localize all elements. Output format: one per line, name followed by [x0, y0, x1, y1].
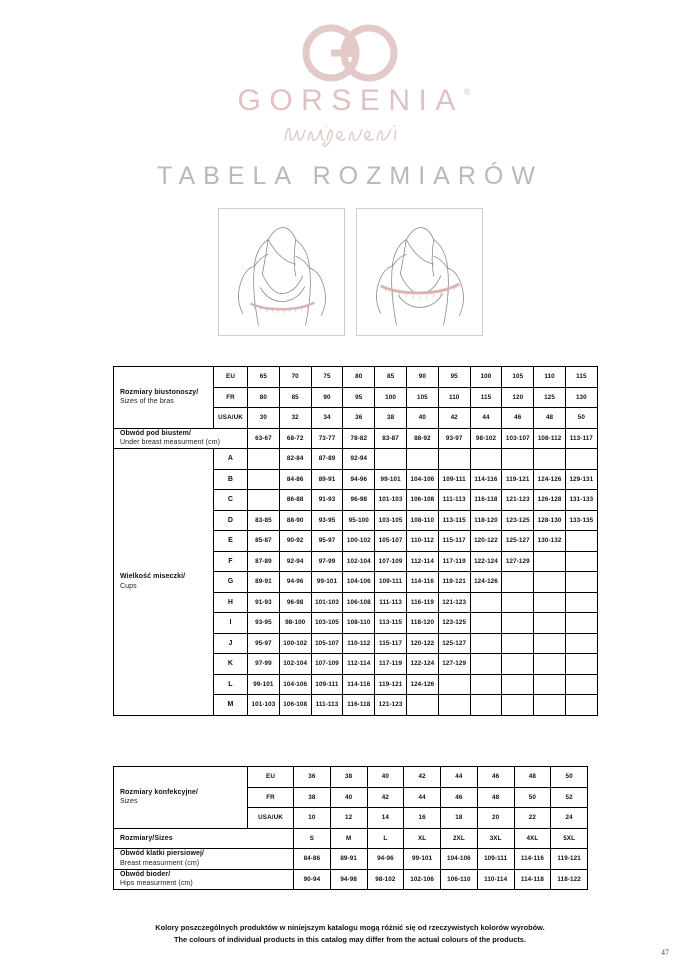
cup-value	[470, 674, 502, 695]
size-value: 65	[248, 367, 280, 388]
letter-size: 2XL	[441, 828, 478, 849]
under-breast-value: 73-77	[311, 428, 343, 449]
size-value: 42	[404, 767, 441, 788]
breast-value: 94-96	[367, 849, 404, 870]
cup-value: 93-95	[311, 510, 343, 531]
hips-value: 110-114	[477, 869, 514, 890]
under-breast-value: 103-107	[502, 428, 534, 449]
cup-value: 123-125	[502, 510, 534, 531]
disclaimer-line-pl: Kolory poszczególnych produktów w niniejszym katalogu mogą różnić się od rzeczywistych kolorów wyrobów.	[155, 923, 545, 932]
cup-letter: M	[214, 695, 248, 716]
cup-value: 112-114	[343, 654, 375, 675]
size-value: 34	[311, 408, 343, 429]
under-breast-value: 63-67	[248, 428, 280, 449]
cup-value: 120-122	[470, 531, 502, 552]
cup-value: 89-91	[248, 572, 280, 593]
size-system-label: USA/UK	[214, 408, 248, 429]
registered-trademark-icon: ®	[463, 87, 471, 97]
breast-value: 114-116	[514, 849, 551, 870]
cup-value	[534, 572, 566, 593]
cup-value: 105-107	[311, 633, 343, 654]
bust-measurement-illustration	[356, 208, 483, 336]
cup-value	[502, 695, 534, 716]
cup-value: 115-117	[438, 531, 470, 552]
size-value: 46	[441, 787, 478, 808]
cup-value	[438, 449, 470, 470]
cup-value	[470, 449, 502, 470]
cup-value	[438, 674, 470, 695]
size-value: 110	[534, 367, 566, 388]
cup-value: 116-118	[470, 490, 502, 511]
cup-value: 99-101	[248, 674, 280, 695]
cup-value: 107-109	[375, 551, 407, 572]
cup-value: 87-89	[311, 449, 343, 470]
size-value: 52	[551, 787, 588, 808]
cup-value	[502, 592, 534, 613]
cup-value: 82-84	[279, 449, 311, 470]
disclaimer-line-en: The colours of individual products in this catalog may differ from the actual colours of the products.	[174, 935, 526, 945]
cup-value	[534, 613, 566, 634]
cup-value: 120-122	[406, 633, 438, 654]
cup-value	[534, 674, 566, 695]
size-value: 85	[279, 387, 311, 408]
table-row	[114, 367, 598, 388]
cup-value: 109-111	[375, 572, 407, 593]
cup-value	[438, 695, 470, 716]
hips-value: 94-98	[330, 869, 367, 890]
cup-value	[470, 633, 502, 654]
cup-value: 112-114	[406, 551, 438, 572]
hips-value: 114-118	[514, 869, 551, 890]
size-value: 48	[534, 408, 566, 429]
cup-value: 97-99	[248, 654, 280, 675]
cup-value	[534, 592, 566, 613]
under-breast-value: 108-112	[534, 428, 566, 449]
size-value: 16	[404, 808, 441, 829]
cup-letter: D	[214, 510, 248, 531]
hips-value: 98-102	[367, 869, 404, 890]
cup-value	[248, 449, 280, 470]
cup-value: 102-104	[279, 654, 311, 675]
size-value: 24	[551, 808, 588, 829]
brand-script-lingerie	[275, 118, 425, 148]
hips-value: 90-94	[294, 869, 331, 890]
table-row	[114, 849, 588, 870]
cup-value	[534, 449, 566, 470]
under-breast-label: Obwód pod biustem/ Under breast measurment (cm)	[114, 428, 248, 449]
size-value: 100	[470, 367, 502, 388]
size-value: 90	[311, 387, 343, 408]
size-value: 10	[294, 808, 331, 829]
cup-value: 110-112	[343, 633, 375, 654]
size-value: 42	[367, 787, 404, 808]
cup-value	[375, 449, 407, 470]
cup-letter: H	[214, 592, 248, 613]
measurement-illustrations	[0, 208, 700, 336]
bra-size-table	[113, 366, 598, 716]
cup-value	[534, 654, 566, 675]
cup-letter: C	[214, 490, 248, 511]
cup-value: 91-93	[248, 592, 280, 613]
size-value: 50	[514, 787, 551, 808]
cup-value: 94-96	[279, 572, 311, 593]
cups-label: Wielkość miseczki/ Cups	[114, 449, 214, 716]
table-row	[114, 767, 588, 788]
cup-value: 119-121	[375, 674, 407, 695]
size-value: 85	[375, 367, 407, 388]
size-value: 38	[294, 787, 331, 808]
size-value: 12	[330, 808, 367, 829]
table-row	[114, 869, 588, 890]
size-value: 44	[470, 408, 502, 429]
size-value: 18	[441, 808, 478, 829]
disclaimer	[0, 922, 700, 946]
clothing-sizes-label: Rozmiary konfekcyjne/ Sizes	[114, 767, 248, 829]
cup-value: 111-113	[375, 592, 407, 613]
size-value: 50	[551, 767, 588, 788]
cup-value: 125-127	[438, 633, 470, 654]
cup-value	[406, 695, 438, 716]
cup-value: 118-120	[406, 613, 438, 634]
cup-value	[534, 695, 566, 716]
letter-size: 4XL	[514, 828, 551, 849]
cup-value: 100-102	[279, 633, 311, 654]
cup-value: 104-106	[406, 469, 438, 490]
size-value: 22	[514, 808, 551, 829]
brand-header	[0, 22, 700, 148]
cup-value: 126-128	[534, 490, 566, 511]
size-value: 50	[565, 408, 597, 429]
size-system-label: FR	[248, 787, 294, 808]
size-value: 100	[375, 387, 407, 408]
hips-value: 102-106	[404, 869, 441, 890]
size-value: 115	[470, 387, 502, 408]
cup-value	[502, 654, 534, 675]
cup-value: 106-108	[343, 592, 375, 613]
size-value: 48	[477, 787, 514, 808]
letter-size: XL	[404, 828, 441, 849]
size-value: 38	[330, 767, 367, 788]
cup-value: 111-113	[311, 695, 343, 716]
hips-value: 106-110	[441, 869, 478, 890]
cup-value: 114-116	[343, 674, 375, 695]
cup-value	[565, 551, 597, 572]
cup-value	[470, 654, 502, 675]
cup-value: 101-103	[311, 592, 343, 613]
table-row	[114, 428, 598, 449]
bra-sizes-label: Rozmiary biustonoszy/ Sizes of the bras	[114, 367, 214, 429]
under-breast-value: 68-72	[279, 428, 311, 449]
cup-value: 124-126	[534, 469, 566, 490]
cup-value: 121-123	[438, 592, 470, 613]
cup-value: 113-115	[438, 510, 470, 531]
cup-value	[565, 695, 597, 716]
cup-value: 107-109	[311, 654, 343, 675]
cup-value	[502, 633, 534, 654]
cup-value: 96-98	[279, 592, 311, 613]
cup-value: 111-113	[438, 490, 470, 511]
size-value: 30	[248, 408, 280, 429]
cup-value: 87-89	[248, 551, 280, 572]
size-value: 42	[438, 408, 470, 429]
cup-letter: L	[214, 674, 248, 695]
hips-value-label: Obwód bioder/ Hips measurment (cm)	[114, 869, 294, 890]
cup-value: 96-98	[343, 490, 375, 511]
cup-value	[565, 674, 597, 695]
cup-value: 116-118	[343, 695, 375, 716]
size-value: 80	[248, 387, 280, 408]
breast-value: 109-111	[477, 849, 514, 870]
cup-value: 121-123	[375, 695, 407, 716]
size-value: 20	[477, 808, 514, 829]
size-value: 70	[279, 367, 311, 388]
cup-letter: B	[214, 469, 248, 490]
cup-value: 97-99	[311, 551, 343, 572]
cup-value: 117-119	[438, 551, 470, 572]
cup-value: 114-116	[470, 469, 502, 490]
cup-value	[502, 674, 534, 695]
under-breast-value: 88-92	[406, 428, 438, 449]
cup-value	[534, 551, 566, 572]
clothing-size-table-container	[113, 766, 587, 890]
cup-value: 117-119	[375, 654, 407, 675]
letter-size-label: Rozmiary/Sizes	[114, 828, 294, 849]
cup-value: 118-120	[470, 510, 502, 531]
cup-value: 106-108	[279, 695, 311, 716]
breast-value: 84-86	[294, 849, 331, 870]
size-value: 90	[406, 367, 438, 388]
cup-value: 103-105	[375, 510, 407, 531]
cup-letter: K	[214, 654, 248, 675]
hips-value: 118-122	[551, 869, 588, 890]
cup-value: 124-126	[406, 674, 438, 695]
cup-value: 101-103	[375, 490, 407, 511]
size-value: 120	[502, 387, 534, 408]
cup-value: 100-102	[343, 531, 375, 552]
cup-value: 103-105	[311, 613, 343, 634]
size-value: 36	[343, 408, 375, 429]
size-value: 105	[502, 367, 534, 388]
cup-value: 130-132	[534, 531, 566, 552]
cup-letter: J	[214, 633, 248, 654]
under-breast-value: 93-97	[438, 428, 470, 449]
cup-value: 86-88	[279, 490, 311, 511]
cup-value: 127-129	[438, 654, 470, 675]
breast-value: 119-121	[551, 849, 588, 870]
size-value: 46	[502, 408, 534, 429]
cup-value: 98-100	[279, 613, 311, 634]
bra-size-table-container	[113, 366, 594, 716]
size-value: 14	[367, 808, 404, 829]
size-value: 95	[438, 367, 470, 388]
cup-value	[565, 613, 597, 634]
size-value: 110	[438, 387, 470, 408]
cup-value	[565, 654, 597, 675]
cup-value: 125-127	[502, 531, 534, 552]
size-value: 40	[330, 787, 367, 808]
under-bust-measurement-illustration	[218, 208, 345, 336]
clothing-size-table	[113, 766, 588, 890]
size-value: 48	[514, 767, 551, 788]
size-system-label: EU	[214, 367, 248, 388]
cup-value	[502, 572, 534, 593]
size-system-label: USA/UK	[248, 808, 294, 829]
cup-letter: E	[214, 531, 248, 552]
size-value: 95	[343, 387, 375, 408]
cup-value: 121-123	[502, 490, 534, 511]
size-value: 125	[534, 387, 566, 408]
brand-wordmark: GORSENIA	[237, 84, 464, 117]
breast-value: 99-101	[404, 849, 441, 870]
cup-value	[470, 592, 502, 613]
cup-value: 101-103	[248, 695, 280, 716]
under-breast-value: 83-87	[375, 428, 407, 449]
cup-value: 104-106	[343, 572, 375, 593]
size-value: 38	[375, 408, 407, 429]
cup-value	[565, 531, 597, 552]
size-value: 40	[406, 408, 438, 429]
cup-value	[534, 633, 566, 654]
table-row	[114, 449, 598, 470]
cup-value	[502, 613, 534, 634]
breast-value: 89-91	[330, 849, 367, 870]
cup-letter: I	[214, 613, 248, 634]
breast-value-label: Obwód klatki piersiowej/ Breast measurment (cm)	[114, 849, 294, 870]
cup-value: 127-129	[502, 551, 534, 572]
cup-value	[565, 633, 597, 654]
cup-value	[470, 613, 502, 634]
under-breast-value: 98-102	[470, 428, 502, 449]
cup-value	[470, 695, 502, 716]
cup-value	[406, 449, 438, 470]
cup-value: 116-119	[406, 592, 438, 613]
cup-value: 110-112	[406, 531, 438, 552]
under-breast-value: 113-117	[565, 428, 597, 449]
cup-value: 92-94	[343, 449, 375, 470]
cup-value: 93-95	[248, 613, 280, 634]
cup-value	[248, 490, 280, 511]
cup-value: 119-121	[438, 572, 470, 593]
size-value: 80	[343, 367, 375, 388]
cup-value: 131-133	[565, 490, 597, 511]
page-number: 47	[661, 948, 669, 957]
size-value: 75	[311, 367, 343, 388]
cup-value: 95-97	[311, 531, 343, 552]
cup-value: 102-104	[343, 551, 375, 572]
cup-value: 128-130	[534, 510, 566, 531]
cup-value	[565, 449, 597, 470]
cup-value: 90-92	[279, 531, 311, 552]
cup-value: 92-94	[279, 551, 311, 572]
cup-value: 124-126	[470, 572, 502, 593]
cup-value: 108-110	[343, 613, 375, 634]
cup-value: 133-135	[565, 510, 597, 531]
cup-value: 95-100	[343, 510, 375, 531]
cup-value: 114-116	[406, 572, 438, 593]
size-value: 36	[294, 767, 331, 788]
cup-value: 109-111	[311, 674, 343, 695]
size-value: 105	[406, 387, 438, 408]
cup-value: 91-93	[311, 490, 343, 511]
cup-value: 85-87	[248, 531, 280, 552]
letter-size: 3XL	[477, 828, 514, 849]
cup-value: 119-121	[502, 469, 534, 490]
cup-value: 99-101	[311, 572, 343, 593]
cup-letter: A	[214, 449, 248, 470]
cup-value: 123-125	[438, 613, 470, 634]
letter-size: S	[294, 828, 331, 849]
cup-letter: G	[214, 572, 248, 593]
letter-size: L	[367, 828, 404, 849]
cup-value	[248, 469, 280, 490]
size-value: 115	[565, 367, 597, 388]
cup-value	[502, 449, 534, 470]
cup-value: 83-85	[248, 510, 280, 531]
cup-value: 113-115	[375, 613, 407, 634]
cup-letter: F	[214, 551, 248, 572]
cup-value: 104-106	[279, 674, 311, 695]
letter-size: M	[330, 828, 367, 849]
size-value: 130	[565, 387, 597, 408]
size-value: 44	[441, 767, 478, 788]
page-title: TABELA ROZMIARÓW	[157, 162, 543, 190]
cup-value: 88-90	[279, 510, 311, 531]
cup-value: 122-124	[406, 654, 438, 675]
cup-value: 94-96	[343, 469, 375, 490]
letter-size: 5XL	[551, 828, 588, 849]
size-value: 40	[367, 767, 404, 788]
table-row	[114, 828, 588, 849]
gorsenia-monogram-icon	[291, 22, 409, 84]
cup-value: 105-107	[375, 531, 407, 552]
under-breast-value: 78-82	[343, 428, 375, 449]
cup-value	[565, 592, 597, 613]
cup-value: 122-124	[470, 551, 502, 572]
cup-value: 95-97	[248, 633, 280, 654]
cup-value: 89-91	[311, 469, 343, 490]
cup-value: 99-101	[375, 469, 407, 490]
breast-value: 104-106	[441, 849, 478, 870]
size-value: 46	[477, 767, 514, 788]
size-value: 32	[279, 408, 311, 429]
cup-value: 106-108	[406, 490, 438, 511]
cup-value: 129-131	[565, 469, 597, 490]
size-system-label: EU	[248, 767, 294, 788]
size-value: 44	[404, 787, 441, 808]
cup-value	[565, 572, 597, 593]
cup-value: 115-117	[375, 633, 407, 654]
size-system-label: FR	[214, 387, 248, 408]
cup-value: 84-86	[279, 469, 311, 490]
cup-value: 109-111	[438, 469, 470, 490]
cup-value: 108-110	[406, 510, 438, 531]
